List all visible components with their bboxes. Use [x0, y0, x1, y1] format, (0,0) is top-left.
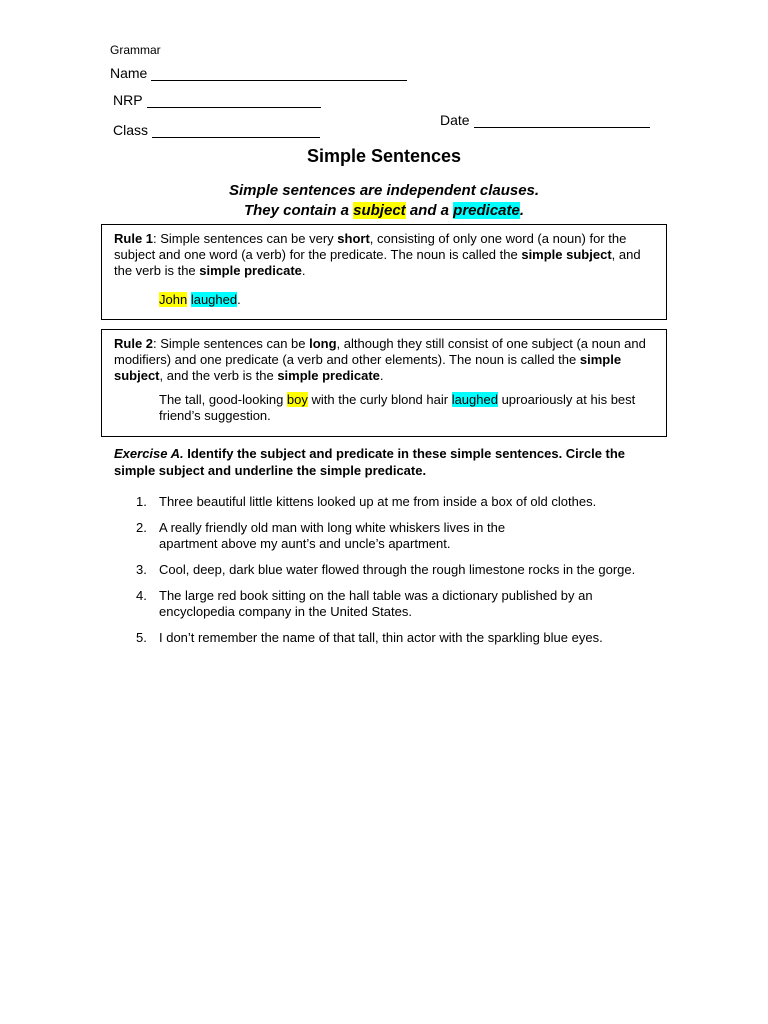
- intro-line-2: [0, 201, 768, 221]
- item-text: I don’t remember the name of that tall, thin actor with the sparkling blue eyes.: [159, 630, 603, 645]
- class-field: [113, 122, 320, 138]
- intro-text: and a: [405, 202, 454, 219]
- rule-1-example: [114, 292, 654, 308]
- rule-2-text: [114, 336, 654, 384]
- rule-1-text: [114, 231, 654, 279]
- example-subject: John: [159, 292, 188, 307]
- exercise-list: [114, 494, 664, 656]
- class-label: Class: [113, 122, 149, 138]
- subject-highlight: subject: [353, 202, 406, 219]
- rule-2-example: [114, 392, 654, 424]
- example-predicate: laughed: [451, 392, 498, 407]
- rule-text: , and the verb is the: [159, 368, 278, 383]
- item-number: 1.: [136, 494, 147, 509]
- intro-line-1: Simple sentences are independent clauses.: [228, 182, 540, 199]
- subject-label: Grammar: [110, 43, 161, 57]
- rule-text: , consisting of only one word (a noun) for the subject and one word (a verb) for the predicate. The noun is called the: [114, 231, 627, 262]
- item-text: A really friendly old man with long white whiskers lives in the apartment above my aunt’s and uncle’s apartment.: [159, 520, 506, 551]
- date-field: [440, 112, 650, 128]
- list-item: [114, 494, 664, 510]
- intro-text: .: [519, 202, 525, 219]
- rule-text: : Simple sentences can be: [153, 336, 310, 351]
- nrp-field: [113, 92, 321, 108]
- date-blank-line[interactable]: [474, 113, 650, 128]
- rule-text: , although they still consist of one subject (a noun and modifiers) and one predicate (a verb and other elements). The noun is called the: [114, 336, 646, 367]
- rule-emphasis: simple predicate: [277, 368, 380, 383]
- page-title: Simple Sentences: [306, 146, 462, 166]
- list-item: [114, 588, 664, 620]
- rule-emphasis: long: [309, 336, 337, 351]
- item-text: Three beautiful little kittens looked up at me from inside a box of old clothes.: [159, 494, 597, 509]
- example-text: uproariously at his best friend’s suggestion.: [159, 392, 636, 423]
- rule-1-box: [101, 224, 667, 320]
- intro-text: They contain a: [243, 202, 354, 219]
- intro: [0, 181, 768, 221]
- exercise-label: Exercise A.: [114, 446, 184, 461]
- rule-emphasis: simple predicate: [199, 263, 302, 278]
- list-item: [114, 562, 664, 578]
- item-number: 2.: [136, 520, 147, 535]
- item-number: 5.: [136, 630, 147, 645]
- item-number: 4.: [136, 588, 147, 603]
- name-field: [110, 65, 407, 81]
- nrp-label: NRP: [113, 92, 143, 108]
- rule-emphasis: short: [337, 231, 370, 246]
- predicate-highlight: predicate: [453, 202, 520, 219]
- rule-text: .: [301, 263, 306, 278]
- name-blank-line[interactable]: [151, 66, 407, 81]
- rule-text: .: [379, 368, 384, 383]
- item-number: 3.: [136, 562, 147, 577]
- rule-text: , and the verb is the: [114, 247, 641, 278]
- class-blank-line[interactable]: [152, 123, 320, 138]
- item-text: The large red book sitting on the hall table was a dictionary published by an encyclopedia company in the United States.: [159, 588, 593, 619]
- example-text: .: [237, 292, 241, 307]
- example-text: with the curly blond hair: [307, 392, 452, 407]
- example-predicate: laughed: [190, 292, 238, 307]
- example-text: The tall, good-looking: [159, 392, 287, 407]
- date-label: Date: [440, 112, 470, 128]
- list-item: [114, 630, 664, 646]
- list-item: [114, 520, 664, 552]
- exercise-instructions: [114, 445, 654, 479]
- exercise-text: Identify the subject and predicate in these simple sentences. Circle the simple subject and underline the simple predicate.: [114, 446, 626, 478]
- nrp-blank-line[interactable]: [147, 93, 321, 108]
- name-label: Name: [110, 65, 148, 81]
- rule-emphasis: simple subject: [114, 352, 622, 383]
- rule-2-label: Rule 2: [114, 336, 154, 351]
- rule-1-label: Rule 1: [114, 231, 154, 246]
- rule-2-box: [101, 329, 667, 437]
- item-text: Cool, deep, dark blue water flowed through the rough limestone rocks in the gorge.: [159, 562, 636, 577]
- rule-emphasis: simple subject: [521, 247, 612, 262]
- rule-text: : Simple sentences can be very: [153, 231, 338, 246]
- example-subject: boy: [286, 392, 308, 407]
